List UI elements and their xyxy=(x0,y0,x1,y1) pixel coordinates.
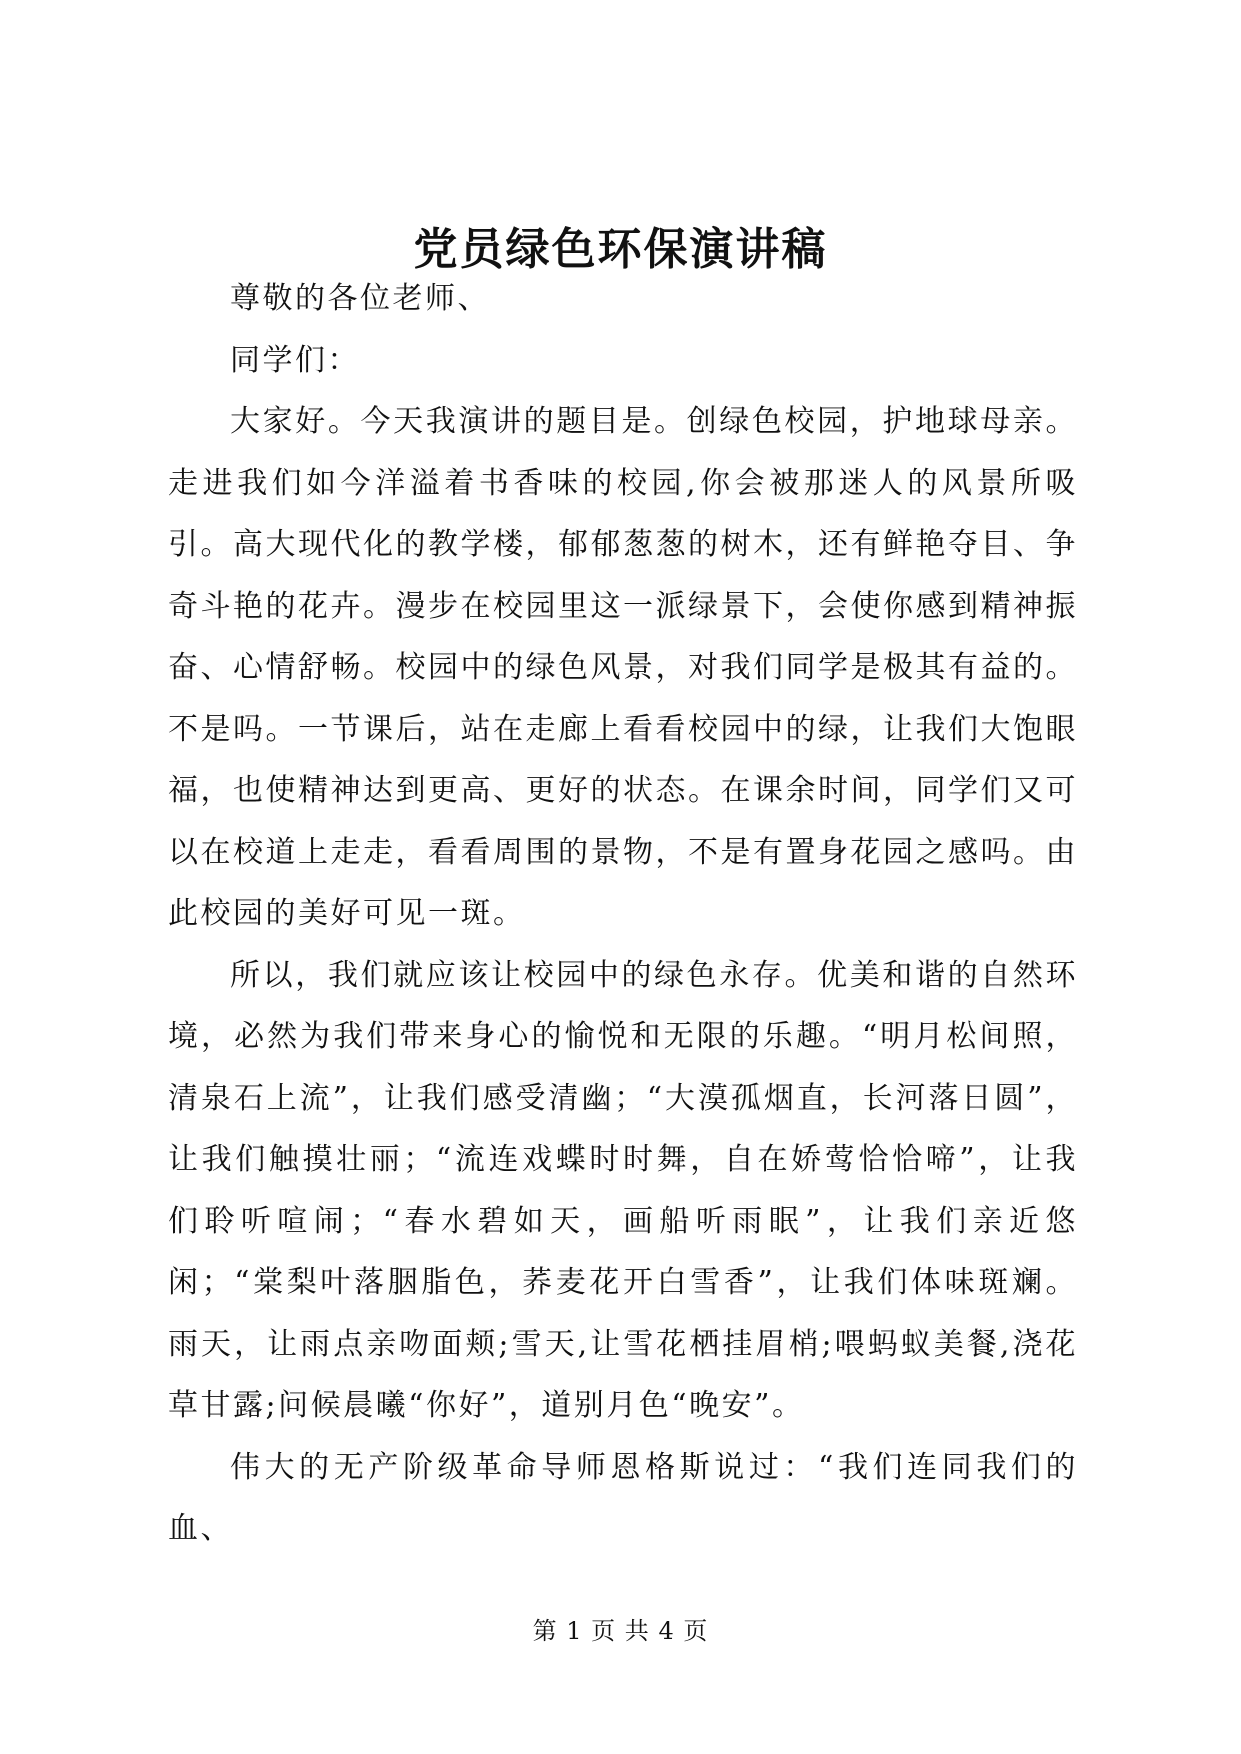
salutation-line: 同学们： xyxy=(230,342,360,378)
document-title: 党员绿色环保演讲稿 xyxy=(413,224,828,275)
document-body xyxy=(168,268,1078,1560)
page-footer: 第 1 页 共 4 页 xyxy=(532,1617,709,1645)
body-paragraph: 大家好。今天我演讲的题目是。创绿色校园，护地球母亲。走进我们如今洋溢着书香味的校园,你会被那迷人的风景所吸引。高大现代化的教学楼，郁郁葱葱的树木，还有鲜艳夺目、争奇斗艳的花卉。漫步在校园里这一派绿景下，会使你感到精神振奋、心情舒畅。校园中的绿色风景，对我们同学是极其有益的。不是吗。一节课后，站在走廊上看看校园中的绿，让我们大饱眼福，也使精神达到更高、更好的状态。在课余时间，同学们又可以在校道上走走，看看周围的景物，不是有置身花园之感吗。由此校园的美好可见一斑。 xyxy=(168,404,1078,931)
body-paragraph: 伟大的无产阶级革命导师恩格斯说过：“我们连同我们的血、 xyxy=(168,1449,1078,1546)
salutation-line: 尊敬的各位老师、 xyxy=(230,281,490,316)
body-paragraph: 所以，我们就应该让校园中的绿色永存。优美和谐的自然环境，必然为我们带来身心的愉悦和无限的乐趣。“明月松间照，清泉石上流”，让我们感受清幽；“大漠孤烟直，长河落日圆”，让我们触摸壮丽；“流连戏蝶时时舞，自在娇莺恰恰啼”，让我们聆听喧闹；“春水碧如天，画船听雨眠”，让我们亲近悠闲；“棠梨叶落胭脂色，荞麦花开白雪香”，让我们体味斑斓。雨天，让雨点亲吻面颊;雪天,让雪花栖挂眉梢;喂蚂蚁美餐,浇花草甘露;问候晨曦“你好”，道别月色“晚安”。 xyxy=(168,957,1078,1423)
